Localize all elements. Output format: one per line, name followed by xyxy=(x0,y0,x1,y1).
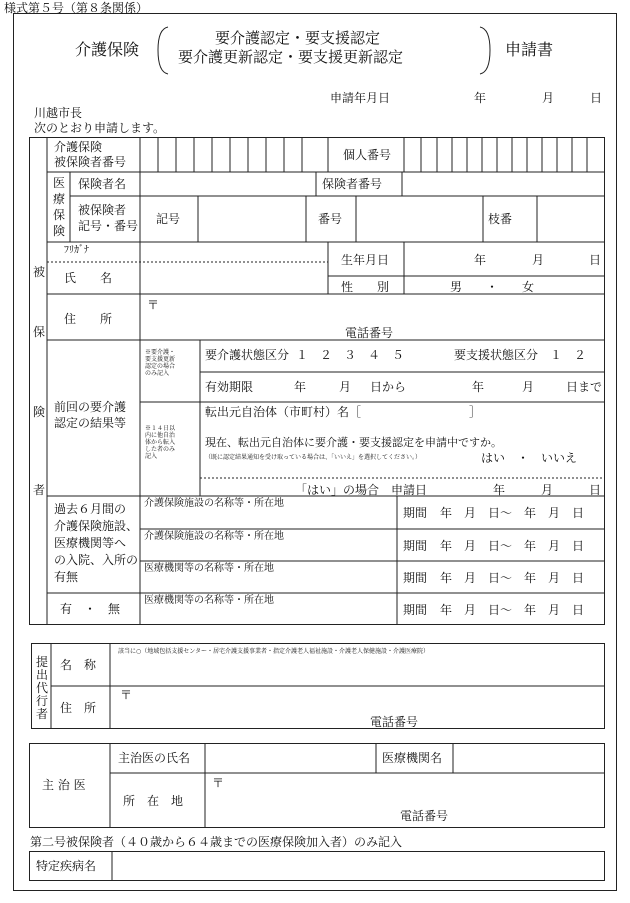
agent-phone-label: 電話番号 xyxy=(370,715,419,729)
title-option-2: 要介護更新認定・要支援更新認定 xyxy=(178,48,404,66)
side-label-char: 保 xyxy=(33,325,46,339)
edaban-label: 枝番 xyxy=(488,212,513,226)
side-label-char: 者 xyxy=(33,483,46,497)
facility-question: 有無 xyxy=(54,570,79,584)
facility-question: 医療機関等へ xyxy=(54,536,127,550)
agent-postal-mark: 〒 xyxy=(120,688,133,702)
insured-number-label: 被保険者番号 xyxy=(54,155,127,169)
date-day: 日 xyxy=(590,91,603,105)
period-text: 年 月 日～ 年 月 日 xyxy=(440,506,585,520)
agent-side-char: 出 xyxy=(36,668,49,682)
medical-col-char: 険 xyxy=(53,224,66,238)
period-label: 期間 xyxy=(403,539,428,553)
renewal-note: 認定の場合 xyxy=(145,363,176,370)
validity-until: 日まで xyxy=(566,380,603,394)
date-year: 年 xyxy=(474,91,487,105)
name-label: 氏 名 xyxy=(64,271,113,285)
insurer-number-label: 保険者番号 xyxy=(322,177,383,191)
birth-month: 月 xyxy=(532,253,545,267)
renewal-note: のみ記入 xyxy=(145,370,170,377)
validity-from-month: 月 xyxy=(339,380,352,394)
sex-options: 男 ・ 女 xyxy=(450,280,535,294)
if-yes-day: 日 xyxy=(589,483,602,497)
date-month: 月 xyxy=(542,91,555,105)
support-levels: １ ２ xyxy=(550,348,587,362)
facility-yes-no: 有 ・ 無 xyxy=(60,602,121,616)
institution-label: 医療機関名 xyxy=(382,751,443,765)
validity-from-year: 年 xyxy=(294,380,307,394)
birth-day: 日 xyxy=(589,253,602,267)
insured-code-label: 被保険者 xyxy=(78,203,127,217)
postal-mark: 〒 xyxy=(147,298,160,312)
birth-label: 生年月日 xyxy=(341,253,390,267)
agent-address-label: 住 所 xyxy=(60,701,97,715)
insured-number-label: 介護保険 xyxy=(54,140,103,154)
medical-col-char: 医 xyxy=(53,176,66,190)
doctor-label: 主 治 医 xyxy=(42,778,86,792)
insurer-name-label: 保険者名 xyxy=(78,177,127,191)
previous-result-label: 認定の結果等 xyxy=(54,416,127,430)
if-yes-year: 年 xyxy=(493,483,506,497)
kigo-label: 記号 xyxy=(156,212,181,226)
facility-question: 介護保険施設、 xyxy=(54,519,139,533)
transfer-from-label: 転出元自治体（市町村）名［ ］ xyxy=(205,405,482,419)
phone-label: 電話番号 xyxy=(345,326,394,340)
transfer-note: ※１４日以 xyxy=(145,425,176,432)
if-yes-label: 「はい」の場合 申請日 xyxy=(295,483,428,497)
doctor-postal-mark: 〒 xyxy=(212,776,225,790)
care-level-label: 要介護状態区分 xyxy=(205,348,290,362)
furigana-label: ﾌﾘｶﾞﾅ xyxy=(64,245,89,256)
transfer-note: 記入 xyxy=(145,453,158,460)
facility-question: の入院、入所の xyxy=(54,553,139,567)
title-option-1: 要介護認定・要支援認定 xyxy=(215,29,381,47)
renewal-note: ※要介護・ xyxy=(145,349,176,356)
agent-side-char: 代 xyxy=(36,681,49,695)
side-label-char: 被 xyxy=(33,265,46,279)
facility-row-label: 医療機関等の名称等・所在地 xyxy=(144,563,274,574)
previous-result-label: 前回の要介護 xyxy=(54,400,127,414)
question-note: （既に認定結果通知を受け取っている場合は、「いいえ」を選択してください。） xyxy=(205,454,422,461)
transfer-note: した者のみ xyxy=(145,446,176,453)
if-yes-month: 月 xyxy=(541,483,554,497)
validity-until-year: 年 xyxy=(472,380,485,394)
address-label: 住 所 xyxy=(64,312,113,326)
support-level-label: 要支援状態区分 xyxy=(454,348,539,362)
intro-text: 次のとおり申請します。 xyxy=(34,121,166,135)
period-label: 期間 xyxy=(403,571,428,585)
birth-year: 年 xyxy=(474,253,487,267)
facility-row-label: 介護保険施設の名称等・所在地 xyxy=(144,498,284,509)
care-levels: １ ２ ３ ４ ５ xyxy=(296,348,405,362)
validity-label: 有効期限 xyxy=(205,380,254,394)
second-insured-heading: 第二号被保険者（４０歳から６４歳までの医療保険加入者）のみ記入 xyxy=(30,835,403,849)
medical-col-char: 療 xyxy=(53,192,66,206)
agent-name-label: 名 称 xyxy=(60,658,97,672)
title-right: 申請書 xyxy=(505,40,554,59)
doctor-address-label: 所 在 地 xyxy=(123,794,184,808)
agent-side-char: 行 xyxy=(36,694,49,708)
agent-name-note: 該当に○（地域包括支援センター・居宅介護支援事業者・指定介護老人福祉施設・介護老人保健施設・介護医療院） xyxy=(118,648,429,655)
facility-question: 過去６月間の xyxy=(54,502,127,516)
doctor-name-label: 主治医の氏名 xyxy=(118,751,191,765)
period-label: 期間 xyxy=(403,506,428,520)
question-text: 現在、転出元自治体に要介護・要支援認定を申請中ですか。 xyxy=(205,436,502,449)
disease-label: 特定疾病名 xyxy=(36,859,97,873)
sex-label: 性 別 xyxy=(341,280,390,294)
validity-from: 日から xyxy=(370,380,407,394)
period-label: 期間 xyxy=(403,603,428,617)
doctor-phone-label: 電話番号 xyxy=(400,809,449,823)
validity-until-month: 月 xyxy=(522,380,535,394)
facility-row-label: 介護保険施設の名称等・所在地 xyxy=(144,531,284,542)
transfer-note: 体から転入 xyxy=(145,439,176,446)
answer-options: はい ・ いいえ xyxy=(481,451,578,465)
period-text: 年 月 日～ 年 月 日 xyxy=(440,603,585,617)
side-label-char: 険 xyxy=(33,405,46,419)
agent-side-char: 者 xyxy=(36,707,49,721)
title-left: 介護保険 xyxy=(75,40,140,59)
renewal-note: 要支援更新 xyxy=(145,356,176,363)
period-text: 年 月 日～ 年 月 日 xyxy=(440,571,585,585)
date-label: 申請年月日 xyxy=(330,91,391,105)
addressee: 川越市長 xyxy=(34,106,83,120)
bango-label: 番号 xyxy=(318,212,343,226)
agent-side-char: 提 xyxy=(36,655,49,669)
form-number: 様式第５号（第８条関係） xyxy=(4,1,149,15)
transfer-note: 内に他自治 xyxy=(145,432,176,439)
medical-col-char: 保 xyxy=(53,208,66,222)
period-text: 年 月 日～ 年 月 日 xyxy=(440,539,585,553)
personal-number-label: 個人番号 xyxy=(343,148,392,162)
insured-code-label: 記号・番号 xyxy=(78,219,139,233)
facility-row-label: 医療機関等の名称等・所在地 xyxy=(144,595,274,606)
